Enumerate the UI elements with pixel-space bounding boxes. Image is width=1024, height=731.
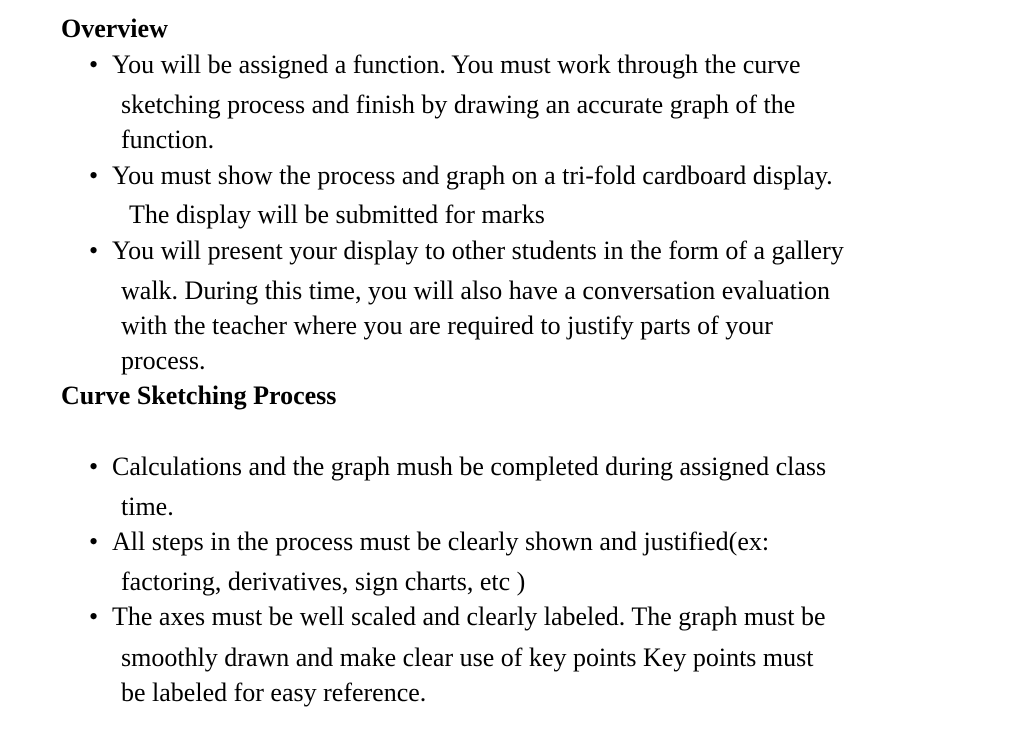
process-bullet-3-line-2: smoothly drawn and make clear use of key points Key points must [121, 643, 814, 672]
process-bullet-2-line-1: All steps in the process must be clearly shown and justified(ex: [112, 527, 770, 556]
process-heading: Curve Sketching Process [61, 381, 337, 410]
overview-heading: Overview [61, 14, 168, 43]
process-bullet-3-line-1: The axes must be well scaled and clearly labeled. The graph must be [112, 602, 826, 631]
process-bullet-1-line-2: time. [121, 492, 174, 521]
overview-bullet-3-line-3: with the teacher where you are required to justify parts of your [121, 311, 773, 340]
overview-bullet-3-line-2: walk. During this time, you will also have a conversation evaluation [121, 276, 831, 305]
process-bullet-2-line-2: factoring, derivatives, sign charts, etc ) [121, 567, 526, 596]
process-bullet-1-line-1: Calculations and the graph mush be completed during assigned class [112, 452, 827, 481]
bullet-marker: • [89, 50, 99, 79]
overview-bullet-3-line-4: process. [121, 346, 206, 375]
overview-bullet-2-line-1: You must show the process and graph on a tri-fold cardboard display. [112, 161, 833, 190]
bullet-marker: • [89, 236, 99, 265]
bullet-marker: • [89, 602, 99, 631]
overview-bullet-1-line-2: sketching process and finish by drawing an accurate graph of the [121, 90, 796, 119]
bullet-marker: • [89, 527, 99, 556]
overview-bullet-1-line-3: function. [121, 125, 215, 154]
overview-bullet-2-line-2: The display will be submitted for marks [129, 200, 545, 229]
process-bullet-3-line-3: be labeled for easy reference. [121, 678, 427, 707]
bullet-marker: • [89, 161, 99, 190]
overview-bullet-3-line-1: You will present your display to other students in the form of a gallery [112, 236, 844, 265]
overview-bullet-1-line-1: You will be assigned a function. You must work through the curve [112, 50, 801, 79]
bullet-marker: • [89, 452, 99, 481]
